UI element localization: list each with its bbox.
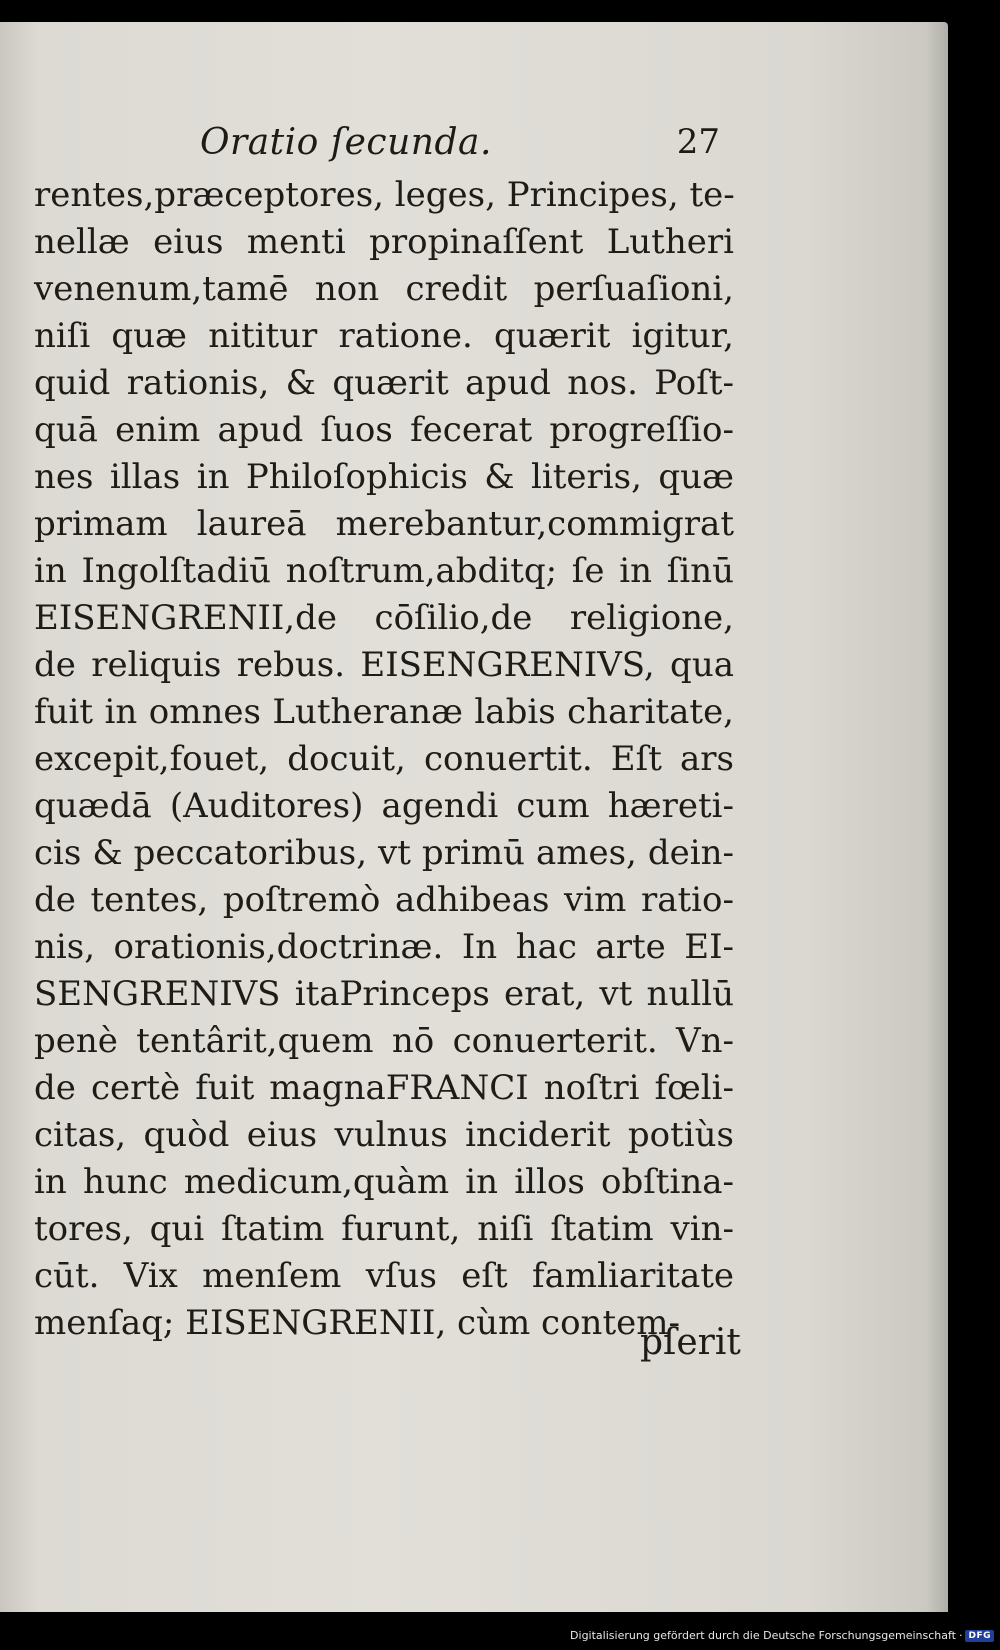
- text-line: cis & peccatoribus, vt primū ames, dein-: [34, 833, 734, 873]
- text-line: quid rationis, & quærit apud nos. Poſt-: [34, 363, 734, 403]
- text-line: SENGRENIVS itaPrinceps erat, vt nullū: [34, 974, 734, 1014]
- text-line: venenum,tamē non credit perſuaſioni,: [34, 269, 734, 309]
- text-line: primam laureā merebantur,commigrat: [34, 504, 734, 544]
- text-line: nellæ eius menti propinaſſent Lutheri: [34, 222, 734, 262]
- text-line: de reliquis rebus. EISENGRENIVS, qua: [34, 645, 734, 685]
- separator: ·: [958, 1629, 963, 1642]
- body-text: [34, 172, 734, 1347]
- text-line: de tentes, poſtremò adhibeas vim ratio-: [34, 880, 734, 920]
- digitization-credit: [570, 1629, 994, 1642]
- text-line: rentes,præceptores, leges, Principes, te-: [34, 175, 735, 215]
- text-line: EISENGRENII,de cōſilio,de religione,: [34, 598, 734, 638]
- text-line: tores, qui ſtatim furunt, niſi ſtatim vin-: [34, 1209, 734, 1249]
- text-line: cūt. Vix menſem vſus eſt famliaritate: [34, 1256, 734, 1296]
- credit-text: Digitalisierung gefördert durch die Deutsche Forschungsgemeinschaft: [570, 1629, 956, 1642]
- text-line: menſaq; EISENGRENII, cùm contem-: [34, 1303, 680, 1343]
- text-line: penè tentârit,quem nō conuerterit. Vn-: [34, 1021, 734, 1061]
- text-line: de certè fuit magnaFRANCI noſtri fœli-: [34, 1068, 734, 1108]
- running-title: Oratio ſecunda.: [200, 122, 492, 163]
- catchword: pſerit: [640, 1322, 741, 1363]
- text-line: in Ingolſtadiū noſtrum,abditq; ſe in ſinū: [34, 551, 734, 591]
- text-line: nes illas in Philoſophicis & literis, quæ: [34, 457, 734, 497]
- text-line: quædā (Auditores) agendi cum hæreti-: [34, 786, 734, 826]
- text-line: niſi quæ nititur ratione. quærit igitur,: [34, 316, 734, 356]
- text-line: fuit in omnes Lutheranæ labis charitate,: [34, 692, 734, 732]
- page-number: 27: [676, 122, 720, 162]
- text-line: quā enim apud ſuos fecerat progreſſio-: [34, 410, 734, 450]
- running-head: [200, 122, 720, 172]
- text-line: nis, orationis,doctrinæ. In hac arte EI-: [34, 927, 734, 967]
- dfg-logo-icon: DFG: [965, 1630, 994, 1642]
- text-line: citas, quòd eius vulnus inciderit potiùs: [34, 1115, 734, 1155]
- text-line: in hunc medicum,quàm in illos obſtina-: [34, 1162, 734, 1202]
- text-line: excepit,fouet, docuit, conuertit. Eſt ars: [34, 739, 734, 779]
- book-page: [0, 22, 948, 1612]
